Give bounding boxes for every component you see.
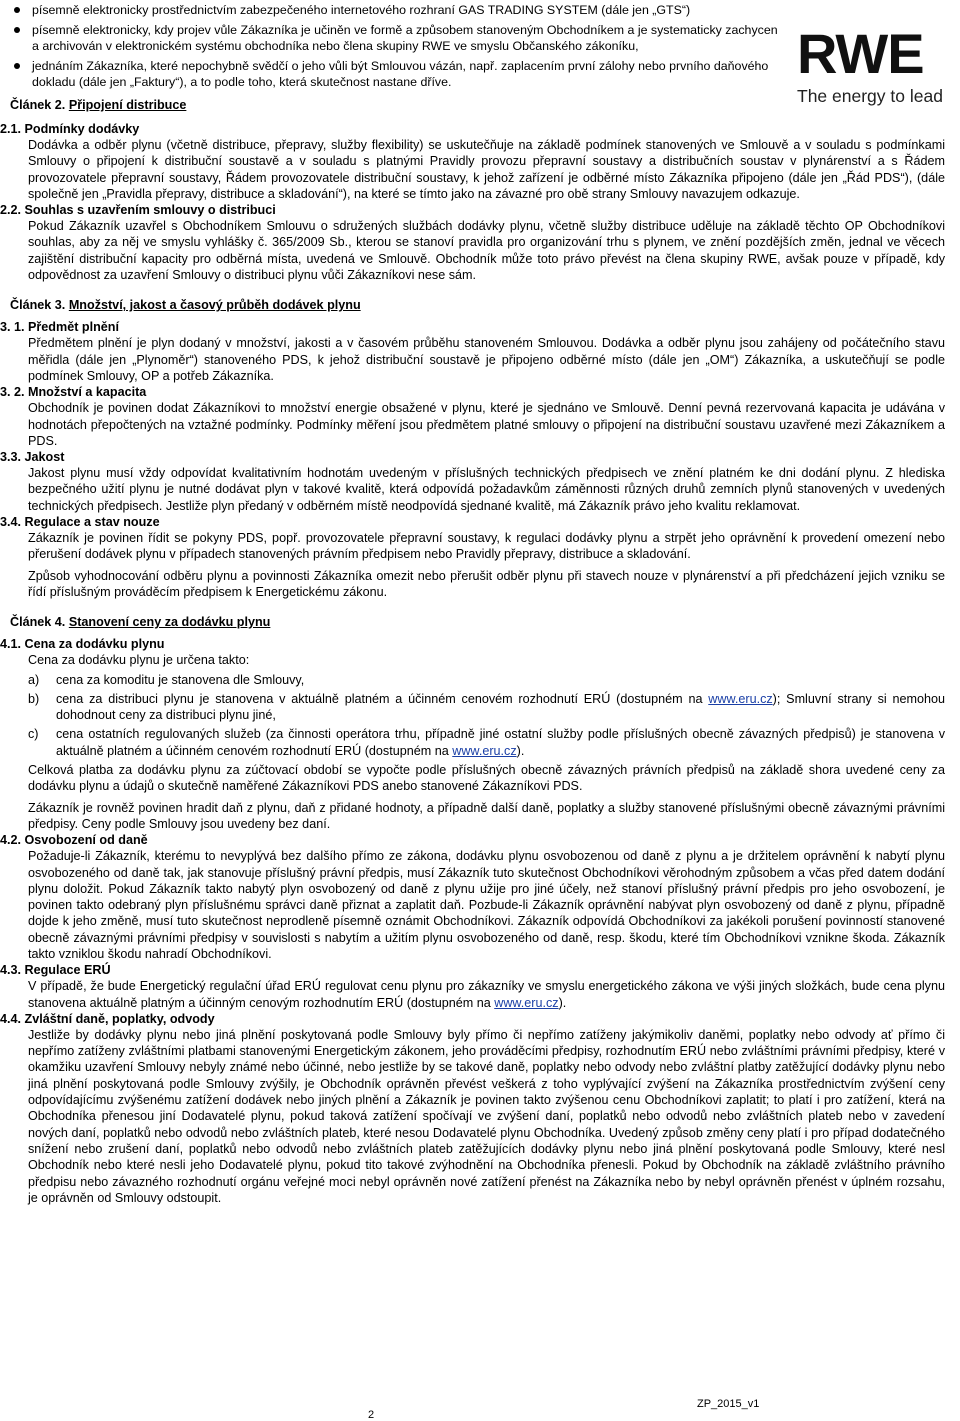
section-2-2-text: Pokud Zákazník uzavřel s Obchodníkem Smlouvu o sdružených službách dodávky plynu, včetně služby distribuce uděluje na základě těchto OP Obchodníkovi souhlas, aby za něj ve smyslu vyhlášky č. 365/2009 Sb., kterou se stanoví pravidla pro organizování trhu s plynem, ve znění pozdějších změn, jednal ve věcech zajištění distribuční kapacity pro odběrná místa, uvedená ve Smlouvě. Obchodník může toto právo převést na člena skupiny RWE, avšak pouze v případě, kdy odpovědnost za uzavření Smlouvy o distribuci plynu vůči Zákazníkovi nese sám. bbox=[28, 219, 945, 283]
article-4-heading bbox=[10, 614, 960, 630]
list-item-label: c) bbox=[28, 727, 39, 742]
section-4-3-text-main: V případě, že bude Energetický regulační úřad ERÚ regulovat cenu plynu pro zákazníky ve smyslu energetického zákona ve výši jiných složkách, bude cena plynu stanovena aktuálně platným a účinným cenovým rozhodnutím ERÚ (dostupném na bbox=[28, 979, 945, 1010]
list-item-text: písemně elektronicky, kdy projev vůle Zákazníka je učiněn ve formě a způsobem stanoveným Obchodníkem a je systematicky zachycen a archivován v elektronickém systému obchodníka nebo člena skupiny RWE ve smyslu Občanského zákoníku, bbox=[32, 23, 778, 53]
eru-link[interactable]: www.eru.cz bbox=[452, 743, 517, 758]
list-item-text: cena za komoditu je stanovena dle Smlouvy, bbox=[56, 672, 305, 687]
section-4-1-intro: Cena za dodávku plynu je určena takto: bbox=[28, 653, 250, 668]
list-item bbox=[10, 58, 780, 90]
list-item-text: jednáním Zákazníka, které nepochybně svědčí o jeho vůli být Smlouvou vázán, např. zaplacením první zálohy nebo prvního daňového dokladu (dále jen „Faktury“), a to podle toho, která skutečnost nastane dříve. bbox=[32, 59, 769, 89]
list-item-label: a) bbox=[28, 672, 40, 687]
article-number: Článek 3. bbox=[10, 298, 66, 313]
section-3-2-text: Obchodník je povinen dodat Zákazníkovi to množství energie obsažené v plynu, které je sjednáno ve Smlouvě. Denní pevná rezervovaná kapacita je udávána v hodnotách přepočtených na vztažné podmínky. Podmínky měření jsou předmětem platné smlouvy o připojení na distribuční soustavu uzavřené mezi Zákazníkem a PDS. bbox=[28, 401, 945, 448]
section-4-3-title: 4.3. Regulace ERÚ bbox=[0, 963, 111, 978]
section-3-4-text: Zákazník je povinen řídit se pokyny PDS, popř. provozovatele přepravní soustavy, k regulaci dodávky plynu a strpět jeho oprávnění k provedení omezení nebo přerušení dodávek plynu v případech stanovených právním předpisem nebo Pravidly přepravy, distribuce a skladování. bbox=[28, 531, 945, 562]
section-4-3-text bbox=[28, 978, 945, 1011]
article-number: Článek 4. bbox=[10, 615, 66, 630]
section-4-3-text-tail: ). bbox=[558, 995, 567, 1010]
section-4-1-paragraph-2: Celková platba za dodávku plynu za zúčtovací období se vypočte podle příslušných obecně závazných právních předpisů na základě shora uvedené ceny za dodávku plynu a údajů o skutečně naměřené Zákazníkovi PDS anebo stanovené Zákazníkovi PDS. bbox=[28, 763, 945, 794]
article-number: Článek 2. bbox=[10, 98, 66, 112]
list-item bbox=[28, 726, 945, 759]
list-item-text: písemně elektronicky prostřednictvím zabezpečeného internetového rozhraní GAS TRADING SYSTEM (dále jen „GTS“) bbox=[32, 3, 691, 17]
section-3-2-title: 3. 2. Množství a kapacita bbox=[0, 385, 147, 400]
logo-wordmark: RWE bbox=[797, 22, 924, 85]
section-4-2-title: 4.2. Osvobození od daně bbox=[0, 833, 148, 848]
page-number: 2 bbox=[368, 1409, 375, 1421]
section-2-1-title: 2.1. Podmínky dodávky bbox=[0, 122, 140, 136]
price-components-list bbox=[28, 672, 945, 759]
list-item bbox=[28, 672, 945, 688]
document-code: ZP_2015_v1 bbox=[697, 1398, 760, 1410]
list-item-label: b) bbox=[28, 691, 40, 706]
list-item-text-main: cena za distribuci plynu je stanovena v aktuálně platném a účinném cenovém rozhodnutí ERÚ (dostupném na bbox=[56, 691, 709, 706]
bullet-icon bbox=[14, 7, 20, 13]
article-2-heading bbox=[10, 97, 960, 113]
rwe-logo bbox=[797, 22, 943, 108]
article-title: Stanovení ceny za dodávku plynu bbox=[68, 615, 271, 630]
section-4-1-title: 4.1. Cena za dodávku plynu bbox=[0, 637, 165, 652]
article-3-heading bbox=[10, 297, 960, 313]
section-4-4-title: 4.4. Zvláštní daně, poplatky, odvody bbox=[0, 1011, 215, 1026]
eru-link[interactable]: www.eru.cz bbox=[708, 691, 773, 706]
section-2-1-text: Dodávka a odběr plynu (včetně distribuce, přepravy, služby flexibility) se uskutečňuje na základě podmínek stanovených ve Smlouvě a v souladu s podmínkami Smlouvy o připojení k distribuční soustavě a v souladu s platnými Pravidly provozu přepravní soustavy a distribučních soustav v plynárenství a s Řádem provozovatele přepravní soustavy, Řádem provozovatele distribuční soustavy, k jehož zařízení je odběrné místo Zákazníka připojeno (dále jen „Řád PDS“), (dále společně jen „Pravidla přepravy, distribuce a skladování“), na které se tímto jako na závazné pro obě strany Smlouvy navazujem odkazuje. bbox=[28, 138, 945, 201]
section-3-1-title: 3. 1. Předmět plnění bbox=[0, 320, 119, 335]
logo-tagline: The energy to lead bbox=[797, 86, 943, 106]
list-item-text-tail: ). bbox=[516, 743, 525, 758]
article-title: Množství, jakost a časový průběh dodávek plynu bbox=[68, 298, 361, 313]
list-item bbox=[10, 22, 780, 54]
list-item bbox=[28, 691, 945, 724]
list-item-text-tail: ); Smluvní strany si nemohou dohodnout ceny za distribuci plynu jiné, bbox=[56, 691, 945, 723]
section-3-4-text-2: Způsob vyhodnocování odběru plynu a povinnosti Zákazníka omezit nebo přerušit odběr plynu při stavech nouze v plynárenství a při předcházení jejich vzniku se řídí příslušným prováděcím předpisem k Energetickému zákonu. bbox=[28, 568, 945, 599]
list-item-text bbox=[56, 726, 945, 759]
section-3-3-text: Jakost plynu musí vždy odpovídat kvalitativním hodnotám uvedeným v příslušných technických předpisech ve znění platném ke dni dodání plynu. Z hlediska bezpečného užití plynu je nutné dodávat plyn v takové kvalitě, která odpovídá požadavkům záměnnosti různých druhů zemních plynů stanovených v uvedených technických předpisech. Jestliže plyn předaný v odběrném místě neodpovídá sjednané kvalitě, má Zákazník právo jeho kvalitu reklamovat. bbox=[28, 466, 945, 513]
section-3-4-title: 3.4. Regulace a stav nouze bbox=[0, 515, 160, 530]
bullet-icon bbox=[14, 63, 20, 69]
section-4-1-paragraph-3: Zákazník je rovněž povinen hradit daň z plynu, daň z přidané hodnoty, a případně další daně, poplatky a služby stanovené příslušnými obecně závaznými právními předpisy. Ceny podle Smlouvy jsou uvedeny bez daní. bbox=[28, 800, 945, 831]
article-title: Připojení distribuce bbox=[68, 98, 187, 112]
section-3-1-text: Předmětem plnění je plyn dodaný v množství, jakosti a v časovém průběhu stanoveném Smlouvou. Dodávka a odběr plynu jsou zahájeny od počátečního stavu měřidla (dále jen „Plynoměr“) stanoveného PDS, k jehož distribuční soustavě je připojeno odběrné místo (dále jen „OM“) Zákazníka, a uskutečňují se podle podmínek Smlouvy, OP a potřeb Zákazníka. bbox=[28, 336, 945, 383]
document-body bbox=[0, 97, 960, 1206]
list-item-text bbox=[56, 691, 945, 724]
eru-link[interactable]: www.eru.cz bbox=[494, 995, 559, 1010]
section-3-3-title: 3.3. Jakost bbox=[0, 450, 65, 465]
list-item-text-main: cena ostatních regulovaných služeb (za činnosti operátora trhu, případně jiné ostatní služby podle příslušných obecně závazných předpisů) je stanovena v aktuálně platném a účinném cenovém rozhodnutí ERÚ (dostupném na bbox=[56, 727, 945, 758]
list-item bbox=[10, 2, 780, 18]
bullet-icon bbox=[14, 27, 20, 33]
contract-conclusion-list bbox=[10, 2, 780, 94]
section-4-4-text: Jestliže by dodávky plynu nebo jiná plnění poskytovaná podle Smlouvy byly přímo či nepřímo zatíženy jakýmikoliv daněmi, poplatky nebo odvody ať přímo či nepřímo zatíženy zvláštními platbami stanovenými Energetickým zákonem, jeho prováděcími předpisy, rozhodnutím ERÚ nebo zvláštními právními předpisy, které v okamžiku uzavření Smlouvy nebyly známé nebo účinné, nebo jestliže by se takové daně, poplatky nebo odvody nebo zvláštní platby zatěžující dodávky plynu nebo jiná plnění poskytovaná podle Smlouvy zvýšily, je Obchodník oprávněn převést veškerá z toho vyplývající zvýšení na Zákazníka prostřednictvím zvýšení ceny odpovídajícímu zvýšenému zatížení dodávek nebo jiných plnění a Zákazník je povinen takto zvýšenou cenu Obchodníkovi zaplatit; to platí i pro zatížení, která na Obchodníka přenesou jiní Dodavatelé plynu, pokud taková zatížení spočívají ve zvýšení daní, poplatků nebo odvodů nebo zvláštních plateb nebo v zavedení nových daní, poplatků nebo odvodů nebo zvláštních plateb, které nesou Dodavatelé plynu Obchodníka. Uvedený způsob změny ceny platí i pro případ dodatečného snížení nebo zrušení daní, poplatků nebo odvodů nebo zvláštních plateb zatěžujících dodávky plynu nebo jiná plnění poskytovaná podle Smlouvy, které nesl Obchodník nebo které nesli jeho Dodavatelé plynu, pokud tito takové zvýhodnění na Obchodníka přenesli. Pokud by Obchodník na základě zvláštního právního předpisu nebo závazného rozhodnutí orgánu veřejné moci nebyl oprávněn nové zatížení přenést na Zákazníka nebo by nebyl oprávněn přenést v úplném rozsahu, je oprávněn od Smlouvy odstoupit. bbox=[28, 1027, 945, 1205]
section-2-2-title: 2.2. Souhlas s uzavřením smlouvy o distribuci bbox=[0, 203, 276, 218]
section-4-2-text: Požaduje-li Zákazník, kterému to nevyplývá bez dalšího přímo ze zákona, dodávku plynu osvobozenou od daně z plynu a je držitelem oprávnění k nabytí plynu osvobozeného od daně tak, jak stanovuje příslušný právní předpis, musí Zákazník tuto skutečnost Obchodníkovi věrohodným způsobem a včas před datem dodání plynu doložit. Pokud Zákazník takto nabytý plyn osvobozený od daně z plynu užije pro jiné účely, než stanoví příslušný právní předpis pro jeho osvobození, je povinen takto odebraný plyn příslušnému správci daně přiznat a zaplatit daň. Pozbude-li Zákazník oprávnění nabývat plyn osvobozený od daně z plynu, případně dojde k jeho změně, musí tuto skutečnost neprodleně písemně oznámit Obchodníkovi. Zákazník odpovídá Obchodníkovi za jakékoli porušení povinností stanovené obecně závaznými právními předpisy v souvislosti s nabytím a užitím plynu osvobozeného od daně, resp. škodu, které tím Obchodníkovi vznikne škoda. Zákazník takto vzniklou škodu nahradí Obchodníkovi. bbox=[28, 849, 945, 961]
